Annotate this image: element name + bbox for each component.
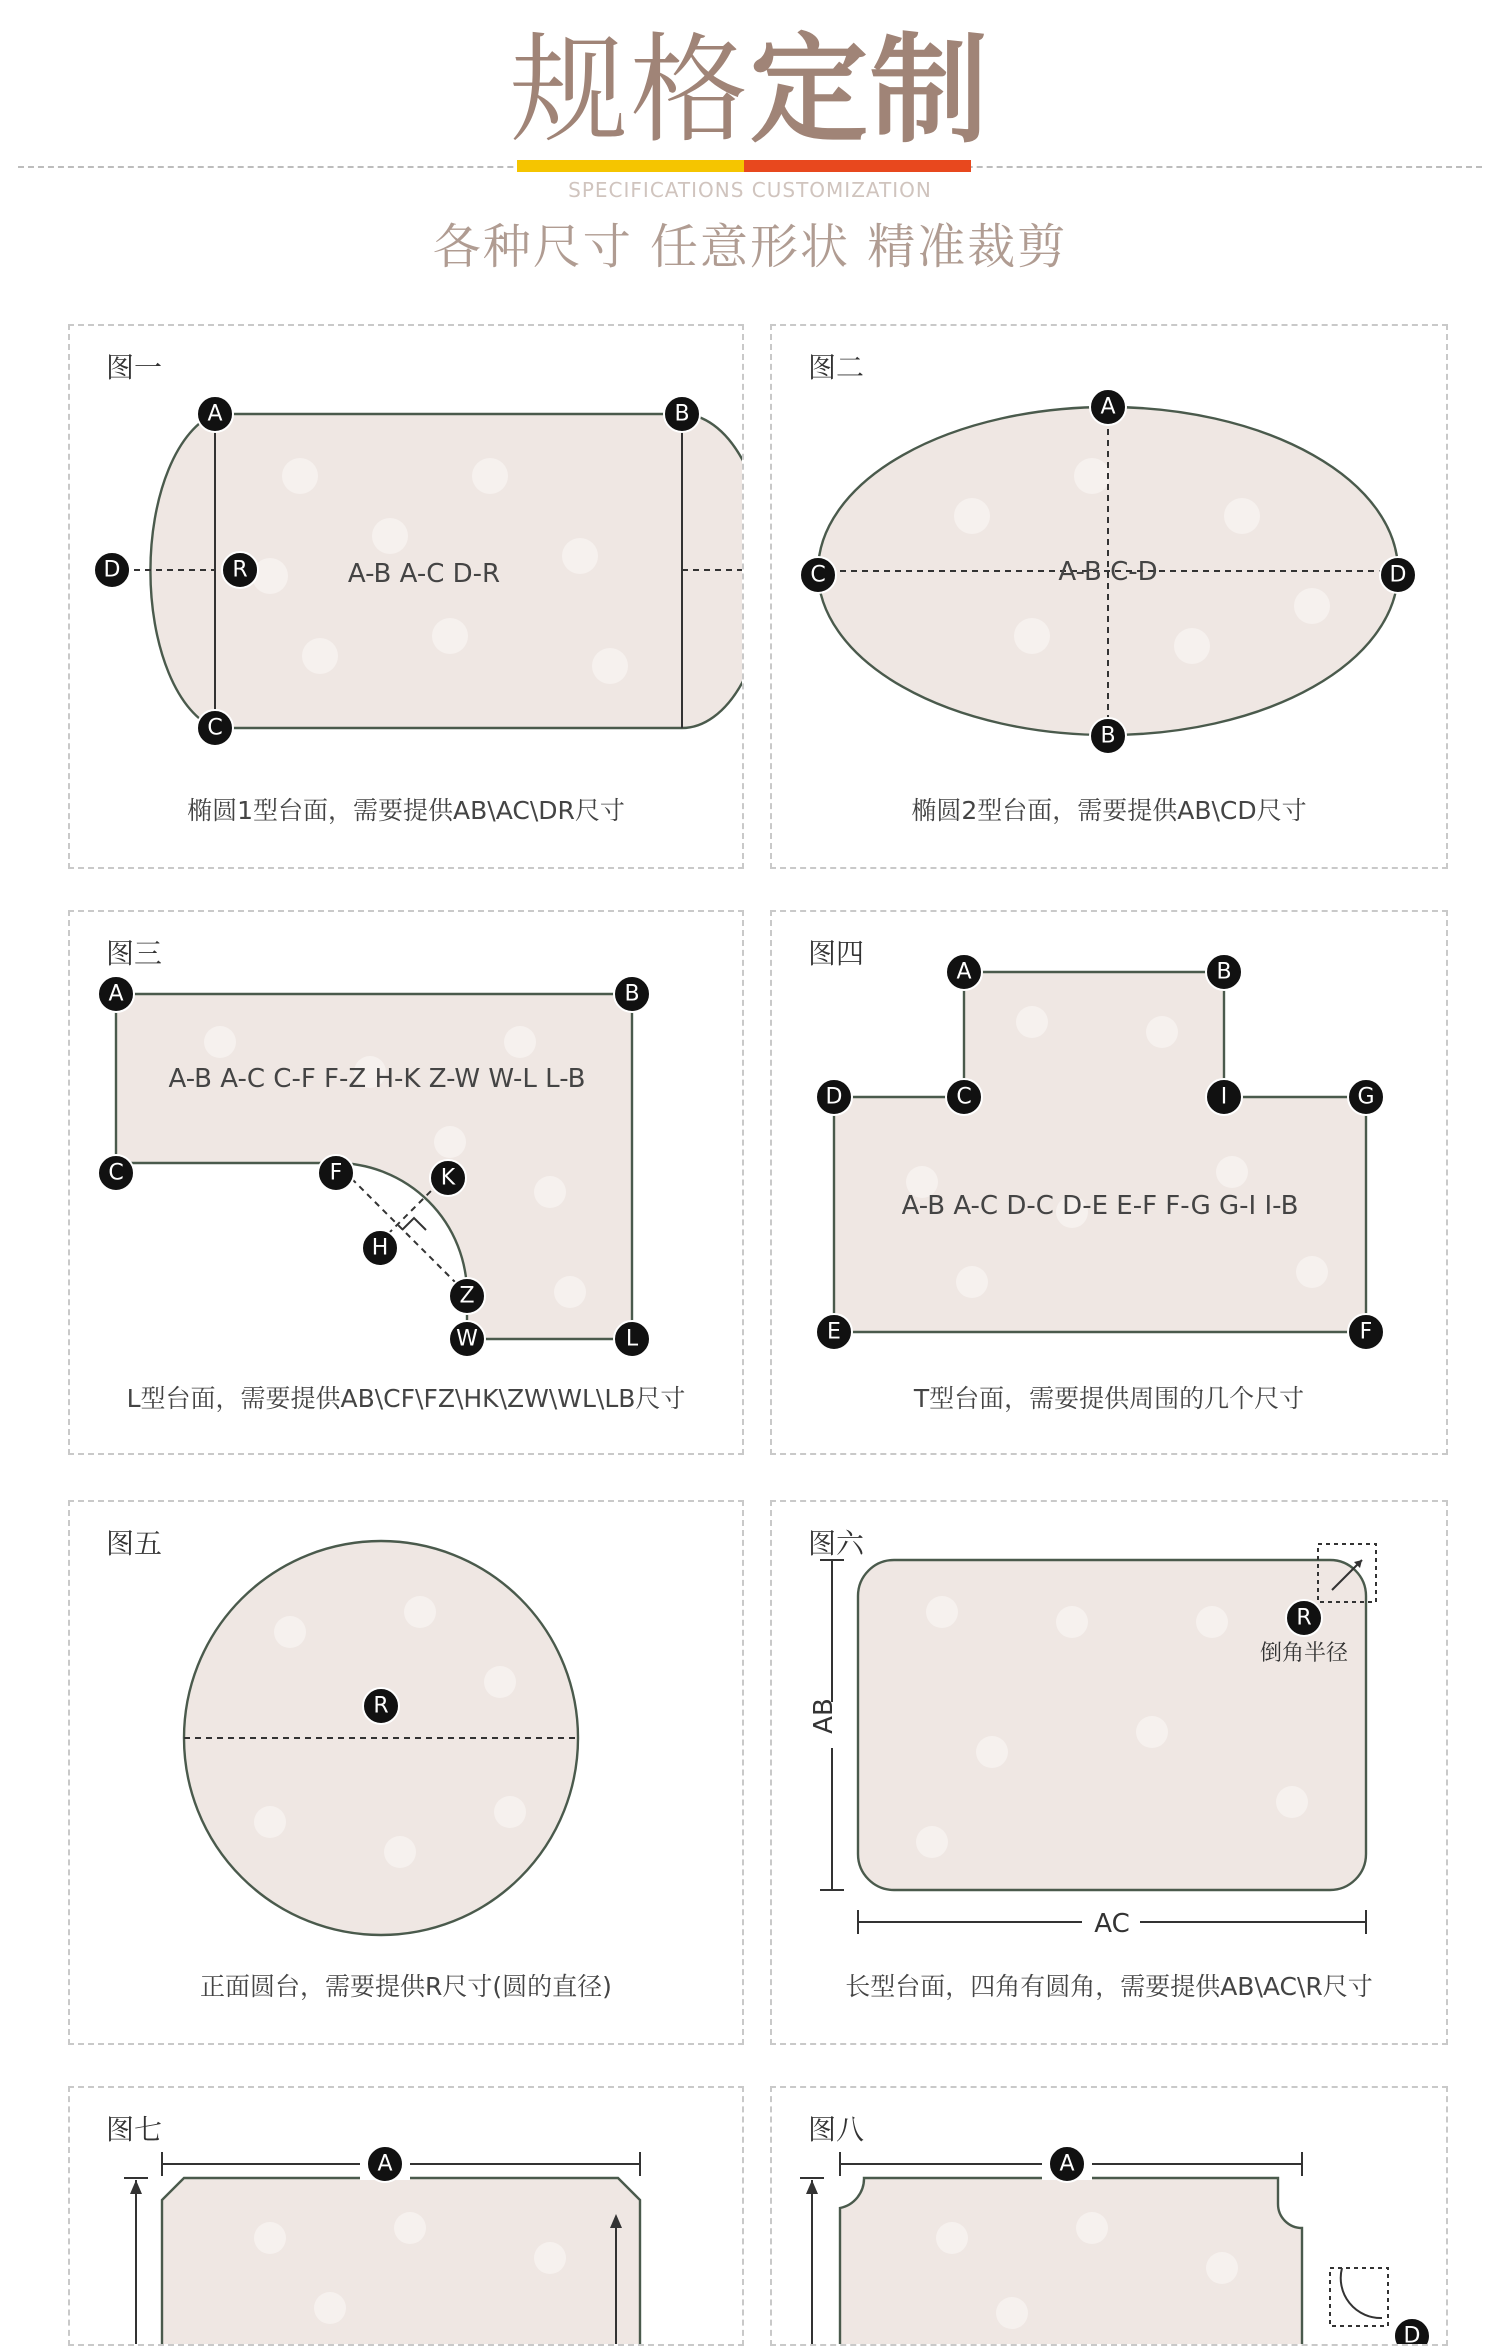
point-i-marker: [1206, 1079, 1242, 1115]
panel-label: 图三: [106, 937, 163, 970]
panel-rounded-rect: [770, 1500, 1448, 2045]
point-w-marker: [449, 1321, 485, 1357]
svg-text:C: C: [207, 715, 223, 741]
panel-chamfered-rect: [68, 2086, 744, 2346]
corner-detail-curve: [1341, 2268, 1382, 2318]
panel-caption: 椭圆1型台面，需要提供AB\AC\DR尺寸: [187, 796, 625, 825]
chamfered-rect-diagram: [70, 2088, 742, 2344]
svg-text:R: R: [373, 1693, 389, 1719]
svg-text:D: D: [103, 557, 121, 583]
svg-text:W: W: [456, 1326, 478, 1352]
panel-caption: T型台面，需要提供周围的几个尺寸: [913, 1384, 1305, 1413]
panel-circle: [68, 1500, 744, 2045]
svg-text:K: K: [440, 1165, 456, 1191]
svg-text:A: A: [108, 981, 124, 1007]
panel-ellipse-2: [770, 324, 1448, 869]
svg-text:B: B: [1216, 959, 1232, 985]
point-a-marker: [98, 976, 134, 1012]
svg-text:R: R: [1296, 1605, 1312, 1631]
tabletop-shape: [834, 972, 1366, 1332]
panel-notched-rect: [770, 2086, 1448, 2346]
svg-text:Z: Z: [459, 1283, 475, 1309]
ellipse-2-diagram: [772, 326, 1446, 867]
page-title: [0, 20, 1500, 160]
title-bold-text: 定制: [750, 21, 991, 159]
point-a-marker: [946, 954, 982, 990]
point-c-marker: [98, 1155, 134, 1191]
inner-dimensions: A-B A-C C-F F-Z H-K Z-W W-L L-B: [168, 1064, 586, 1094]
svg-text:A: A: [1059, 2151, 1075, 2177]
panel-caption: 正面圆台，需要提供R尺寸(圆的直径): [200, 1972, 612, 2001]
panel-caption: 长型台面，四角有圆角，需要提供AB\AC\R尺寸: [845, 1972, 1373, 2001]
point-r-marker: [1286, 1600, 1322, 1636]
page-subtitle: 各种尺寸 任意形状 精准裁剪: [432, 219, 1068, 275]
point-f-marker: [1348, 1314, 1384, 1350]
dimension-ab-label: AB: [809, 1698, 839, 1734]
panel-label: 图二: [808, 351, 865, 384]
arrow-head-left: [806, 2180, 818, 2194]
point-r-marker: [222, 552, 258, 588]
panel-label: 图八: [808, 2113, 865, 2146]
svg-text:I: I: [1220, 1084, 1228, 1110]
point-k-marker: [430, 1160, 466, 1196]
corner-radius-note: 倒角半径: [1259, 1641, 1349, 1666]
notched-rect-diagram: [772, 2088, 1446, 2344]
svg-text:B: B: [624, 981, 640, 1007]
inner-dimensions: A-B A-C D-R: [347, 559, 501, 589]
point-b-marker: [1206, 954, 1242, 990]
point-a-marker: [1090, 389, 1126, 425]
panel-label: 图一: [106, 351, 163, 384]
point-b-marker: [664, 396, 700, 432]
svg-text:E: E: [827, 1319, 841, 1345]
point-e-marker: [816, 1314, 852, 1350]
point-a-marker: [367, 2146, 403, 2182]
svg-text:A: A: [377, 2151, 393, 2177]
svg-text:H: H: [371, 1235, 389, 1261]
point-g-marker: [1348, 1079, 1384, 1115]
rounded-rect-diagram: [772, 1502, 1446, 2043]
point-r-marker: [363, 1688, 399, 1724]
t-shape-diagram: [772, 912, 1446, 1453]
point-h-marker: [362, 1230, 398, 1266]
ellipse-1-diagram: [70, 326, 742, 867]
panel-label: 图六: [808, 1527, 865, 1560]
accent-bar-yellow: [517, 160, 744, 172]
point-d-marker: [816, 1079, 852, 1115]
tabletop-shape: [162, 2178, 640, 2344]
point-d-marker: [1380, 557, 1416, 593]
point-d-marker: [94, 552, 130, 588]
panel-caption: L型台面，需要提供AB\CF\FZ\HK\ZW\WL\LB尺寸: [126, 1384, 686, 1413]
panel-label: 图五: [106, 1527, 163, 1560]
svg-text:A: A: [956, 959, 972, 985]
point-z-marker: [449, 1278, 485, 1314]
panel-t-shape: [770, 910, 1448, 1455]
panel-label: 图七: [106, 2113, 163, 2146]
svg-text:C: C: [108, 1160, 124, 1186]
point-f-marker: [318, 1155, 354, 1191]
circle-diagram: [70, 1502, 742, 2043]
panel-label: 图四: [808, 937, 865, 970]
panel-l-shape: [68, 910, 744, 1455]
svg-text:D: D: [1403, 2323, 1421, 2344]
svg-text:F: F: [1359, 1319, 1373, 1345]
dimension-ac-label: AC: [1094, 1909, 1130, 1939]
inner-dimensions: A-B C-D: [1058, 557, 1158, 587]
panel-caption: 椭圆2型台面，需要提供AB\CD尺寸: [911, 796, 1307, 825]
svg-text:D: D: [1389, 562, 1407, 588]
title-light-text: 规格: [509, 21, 750, 159]
svg-text:B: B: [1100, 723, 1116, 749]
svg-text:F: F: [329, 1160, 343, 1186]
svg-text:D: D: [825, 1084, 843, 1110]
point-b-marker: [1090, 718, 1126, 754]
english-subtitle: SPECIFICATIONS CUSTOMIZATION: [568, 178, 932, 202]
point-b-marker: [614, 976, 650, 1012]
point-c-marker: [946, 1079, 982, 1115]
panel-ellipse-1: [68, 324, 744, 869]
svg-text:C: C: [810, 562, 826, 588]
point-c-marker: [800, 557, 836, 593]
tabletop-shape: [116, 994, 632, 1339]
accent-bar-red: [744, 160, 971, 172]
right-angle-mark: [402, 1218, 426, 1230]
point-a-marker: [1049, 2146, 1085, 2182]
svg-text:B: B: [674, 401, 690, 427]
svg-text:R: R: [232, 557, 248, 583]
point-l-marker: [614, 1321, 650, 1357]
point-a-marker: [197, 396, 233, 432]
svg-text:L: L: [625, 1326, 639, 1352]
svg-text:A: A: [1100, 394, 1116, 420]
svg-text:G: G: [1357, 1084, 1375, 1110]
svg-text:A: A: [207, 401, 223, 427]
inner-dimensions: A-B A-C D-C D-E E-F F-G G-I I-B: [901, 1191, 1299, 1221]
arrow-head-left: [130, 2180, 142, 2194]
l-shape-diagram: [70, 912, 742, 1453]
point-c-marker: [197, 710, 233, 746]
svg-text:C: C: [956, 1084, 972, 1110]
